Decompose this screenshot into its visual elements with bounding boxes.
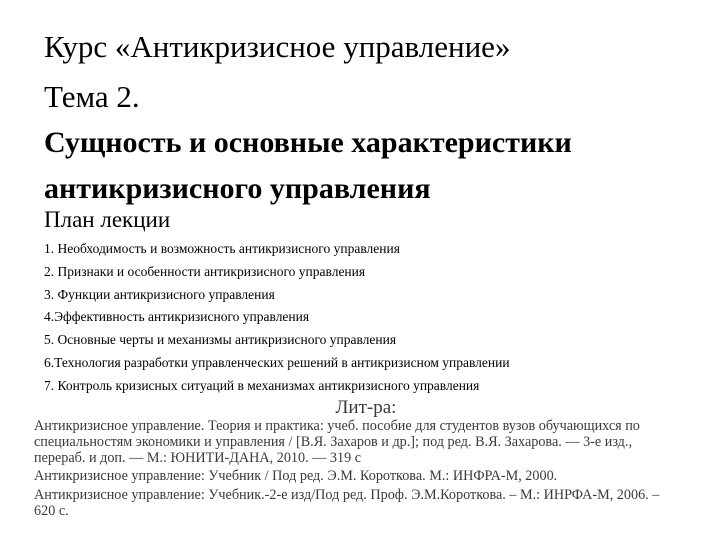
topic-title (44, 120, 572, 212)
literature-item: Антикризисное управление. Теория и практика: учеб. пособие для студентов вузов обучающихся по специальностям экономики и управления / [В.Я. Захаров и др.]; под ред. В.Я. Захарова. — 3-е изд., перераб. и доп. — М.: ЮНИТИ-ДАНА, 2010. — 319 с (34, 418, 640, 466)
plan-item: 5. Основные черты и механизмы антикризисного управления (44, 332, 397, 348)
plan-item: 1. Необходимость и возможность антикризисного управления (44, 241, 400, 256)
plan-item: 4.Эффективность антикризисного управления (44, 309, 310, 325)
literature-list (34, 419, 684, 523)
course-title (44, 22, 510, 122)
literature-heading: Лит-ра: (335, 397, 397, 418)
literature-item: Антикризисное управление: Учебник / Под ред. Э.М. Короткова. М.: ИНФРА-М, 2000. (34, 468, 558, 485)
plan-item: 6.Технология разработки управленческих решений в антикризисном управлении (44, 354, 510, 370)
plan-list (44, 238, 510, 398)
course-line: Курс «Антикризисное управление» (44, 29, 511, 64)
topic-title-line-1: Сущность и основные характеристики (44, 126, 572, 159)
plan-heading: План лекции (44, 207, 171, 232)
plan-item: 3. Функции антикризисного управления (44, 286, 275, 302)
topic-number: Тема 2. (44, 79, 140, 114)
topic-title-line-2: антикризисного управления (44, 172, 431, 205)
plan-item: 7. Контроль кризисных ситуаций в механизмах антикризисного управления (44, 377, 480, 393)
plan-item: 2. Признаки и особенности антикризисного управления (44, 263, 366, 279)
literature-item: Антикризисное управление: Учебник.-2-е изд/Под ред. Проф. Э.М.Короткова. – М.: ИНРФА-М, 2006. – 620 с. (34, 487, 660, 519)
